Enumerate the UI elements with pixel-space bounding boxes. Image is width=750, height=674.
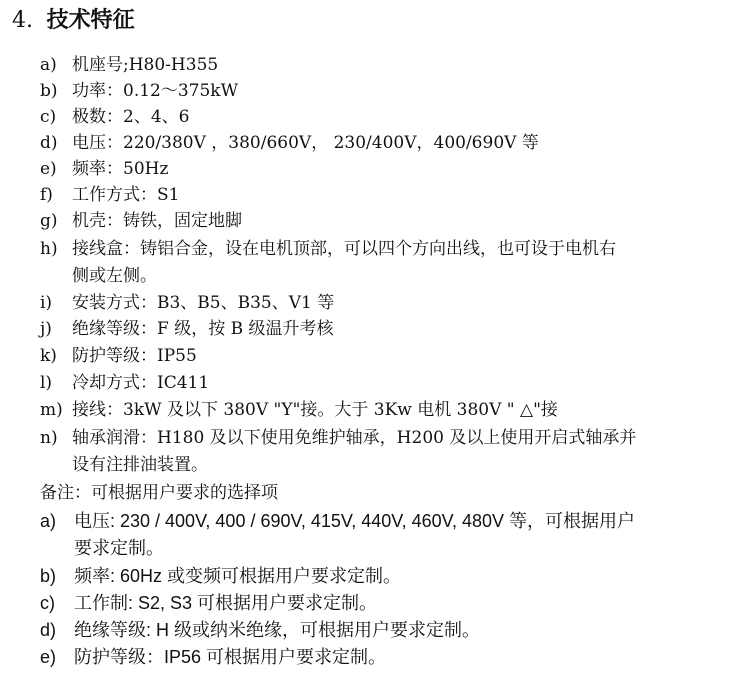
spec-item-m — [40, 397, 558, 423]
spec-item-label: k) — [40, 346, 57, 366]
section-heading — [12, 6, 135, 36]
spec-item-b — [40, 78, 238, 104]
spec-item-text: 机壳：铸铁，固定地脚 — [72, 211, 242, 231]
note-item-text: 绝缘等级: H 级或纳米绝缘，可根据用户要求定制。 — [74, 620, 480, 640]
spec-item-text: 接线盒：铸铝合金，设在电机顶部，可以四个方向出线，也可设于电机右 — [72, 239, 616, 259]
spec-item-text: 防护等级：IP55 — [72, 346, 197, 366]
note-item-c — [40, 590, 377, 616]
spec-item-text: 冷却方式：IC411 — [72, 373, 210, 393]
section-number: 4. — [12, 8, 33, 33]
spec-item-text: 功率：0.12～375kW — [72, 81, 239, 101]
spec-item-text: 安装方式：B3、B5、B35、V1 等 — [72, 293, 335, 313]
spec-item-label: j) — [40, 319, 52, 339]
spec-item-label: m) — [40, 400, 63, 420]
spec-item-g — [40, 208, 242, 234]
spec-item-label: g) — [40, 211, 58, 231]
note-item-text: 要求定制。 — [74, 538, 164, 558]
spec-item-text: 绝缘等级：F 级，按 B 级温升考核 — [72, 319, 334, 339]
note-item-label: b) — [40, 566, 57, 586]
notes-title: 备注：可根据用户要求的选择项 — [40, 483, 278, 503]
note-item-a-continued — [74, 535, 164, 561]
spec-item-label: i) — [40, 293, 53, 313]
note-item-label: a) — [40, 511, 57, 531]
section-title: 技术特征 — [46, 8, 135, 33]
spec-item-text: 侧或左侧。 — [72, 266, 157, 286]
spec-item-label: a) — [40, 55, 57, 75]
spec-item-label: d) — [40, 133, 58, 153]
spec-item-c — [40, 104, 189, 130]
spec-item-text: 极数：2、4、6 — [72, 107, 190, 127]
spec-item-n-continued — [72, 452, 208, 478]
spec-item-text: 设有注排油装置。 — [72, 455, 208, 475]
spec-item-k — [40, 343, 197, 369]
note-item-label: e) — [40, 647, 57, 667]
spec-item-a — [40, 52, 218, 78]
note-item-text: 频率: 60Hz 或变频可根据用户要求定制。 — [74, 566, 402, 586]
note-item-label: d) — [40, 620, 57, 640]
spec-item-i — [40, 290, 334, 316]
note-item-e — [40, 644, 386, 670]
spec-item-text: 电压：220/380V ，380/660V， 230/400V，400/690V 等 — [72, 133, 539, 153]
spec-item-text: 工作方式：S1 — [72, 185, 180, 205]
spec-item-n — [40, 425, 636, 451]
spec-item-label: c) — [40, 107, 57, 127]
spec-item-h-continued — [72, 263, 157, 289]
note-item-label: c) — [40, 593, 55, 613]
note-item-text: 电压: 230 / 400V, 400 / 690V, 415V, 440V, 460V, 480V 等，可根据用户 — [74, 511, 636, 531]
spec-item-text: 轴承润滑：H180 及以下使用免维护轴承，H200 及以上使用开启式轴承并 — [72, 428, 637, 448]
spec-item-l — [40, 370, 209, 396]
spec-item-label: e) — [40, 159, 57, 179]
note-item-d — [40, 617, 480, 643]
note-item-b — [40, 563, 401, 589]
spec-item-h — [40, 236, 616, 262]
spec-item-d — [40, 130, 539, 156]
spec-item-f — [40, 182, 179, 208]
note-item-text: 防护等级：IP56 可根据用户要求定制。 — [74, 647, 387, 667]
spec-item-text: 频率：50Hz — [72, 159, 169, 179]
spec-item-label: h) — [40, 239, 58, 259]
note-item-a — [40, 508, 635, 534]
spec-item-label: b) — [40, 81, 58, 101]
spec-item-e — [40, 156, 168, 182]
spec-item-label: l) — [40, 373, 53, 393]
note-item-text: 工作制: S2, S3 可根据用户要求定制。 — [74, 593, 378, 613]
spec-item-label: f) — [40, 185, 53, 205]
spec-item-text: 接线：3kW 及以下 380V "Y"接。大于 3Kw 电机 380V " △"接 — [72, 400, 558, 420]
spec-item-label: n) — [40, 428, 58, 448]
spec-item-j — [40, 316, 334, 342]
spec-item-text: 机座号;H80-H355 — [72, 55, 219, 75]
